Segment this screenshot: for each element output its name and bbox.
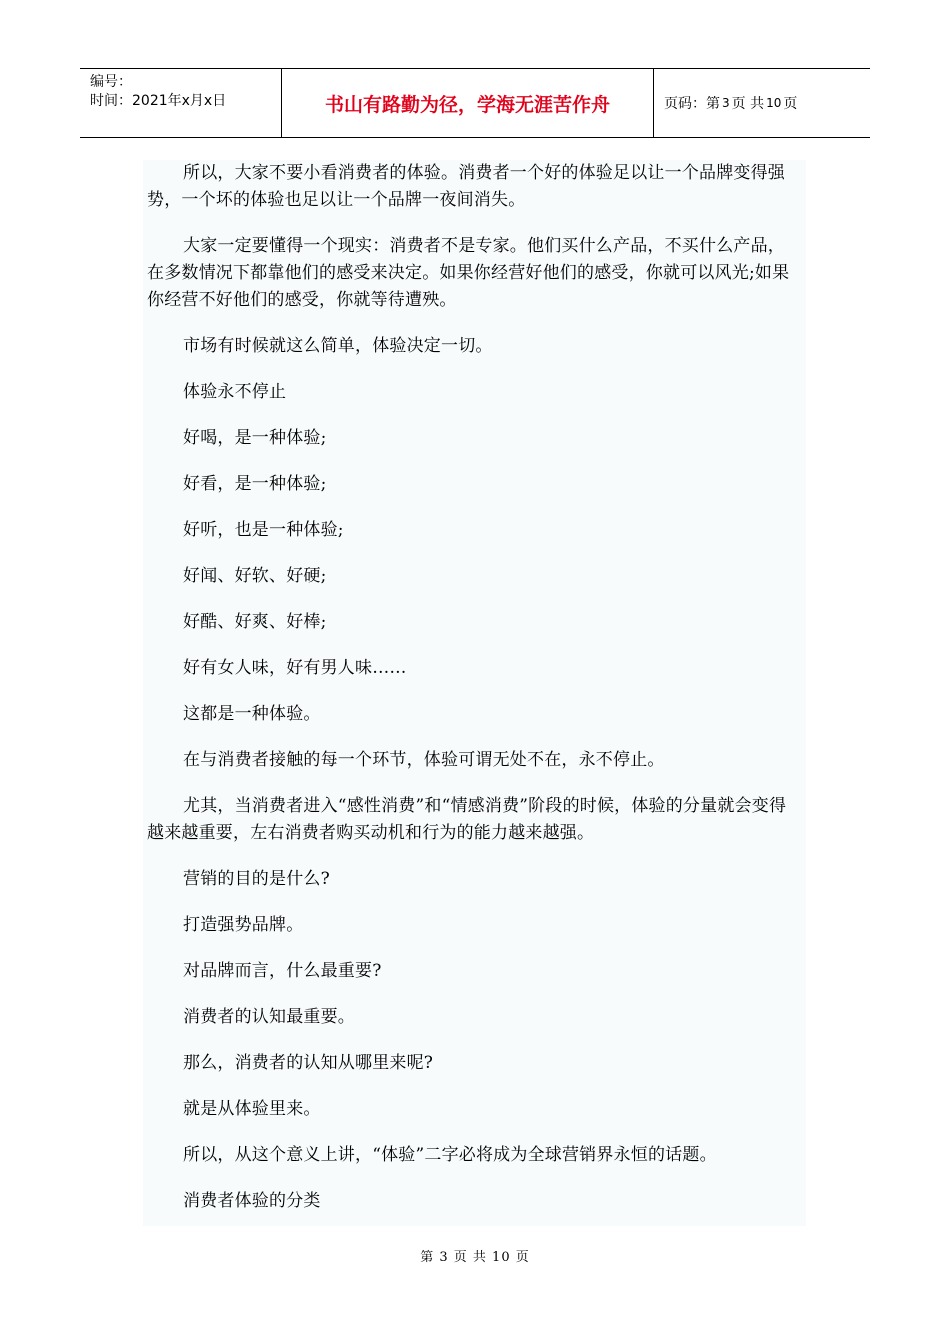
paragraph: 好有女人味，好有男人味……: [183, 658, 407, 678]
paragraph: 所以，大家不要小看消费者的体验。消费者一个好的体验足以让一个品牌变得强势，一个坏的体验也足以让一个品牌一夜间消失。: [147, 163, 785, 210]
paragraph: 大家一定要懂得一个现实：消费者不是专家。他们买什么产品，不买什么产品，在多数情况下都靠他们的感受来决定。如果你经营好他们的感受，你就可以风光;如果你经营不好他们的感受，你就等待遭殃。: [147, 236, 790, 310]
page-footer: 第 3 页 共 10 页: [420, 1250, 530, 1265]
page-current: 3: [722, 96, 730, 110]
paragraph: 这都是一种体验。: [183, 704, 321, 724]
paragraph: 市场有时候就这么简单，体验决定一切。: [183, 336, 493, 356]
header-motto: 书山有路勤为径，学海无涯苦作舟: [282, 69, 654, 137]
paragraph: 所以，从这个意义上讲，“体验”二字必将成为全球营销界永恒的话题。: [183, 1145, 717, 1165]
page-prefix: 页码：第: [664, 96, 720, 112]
paragraph: 营销的目的是什么?: [183, 869, 330, 889]
paragraph: 好闻、好软、好硬;: [183, 566, 327, 586]
paragraph: 就是从体验里来。: [183, 1099, 321, 1119]
paragraph: 好喝，是一种体验;: [183, 428, 327, 448]
paragraph: 好酷、好爽、好棒;: [183, 612, 327, 632]
paragraph: 好看，是一种体验;: [183, 474, 327, 494]
page-header: [80, 68, 870, 138]
date-label: 时间：2021年x月x日: [90, 93, 227, 109]
section-heading: 消费者体验的分类: [183, 1191, 321, 1211]
paragraph: 打造强势品牌。: [183, 915, 304, 935]
paragraph: 那么，消费者的认知从哪里来呢?: [183, 1053, 434, 1073]
paragraph: 对品牌而言，什么最重要?: [183, 961, 382, 981]
section-heading: 体验永不停止: [183, 382, 287, 402]
paragraph: 消费者的认知最重要。: [183, 1007, 355, 1027]
header-page-number: [654, 69, 870, 137]
number-label: 编号：: [90, 74, 132, 90]
header-meta: [80, 69, 282, 137]
page-mid: 页 共: [731, 96, 765, 112]
page-total: 10: [766, 96, 782, 110]
paragraph: 在与消费者接触的每一个环节，体验可谓无处不在，永不停止。: [183, 750, 665, 770]
page-suffix: 页: [783, 96, 798, 112]
paragraph: 尤其，当消费者进入“感性消费”和“情感消费”阶段的时候，体验的分量就会变得越来越重要，左右消费者购买动机和行为的能力越来越强。: [147, 796, 787, 843]
paragraph: 好听，也是一种体验;: [183, 520, 344, 540]
document-body: [143, 160, 806, 1226]
